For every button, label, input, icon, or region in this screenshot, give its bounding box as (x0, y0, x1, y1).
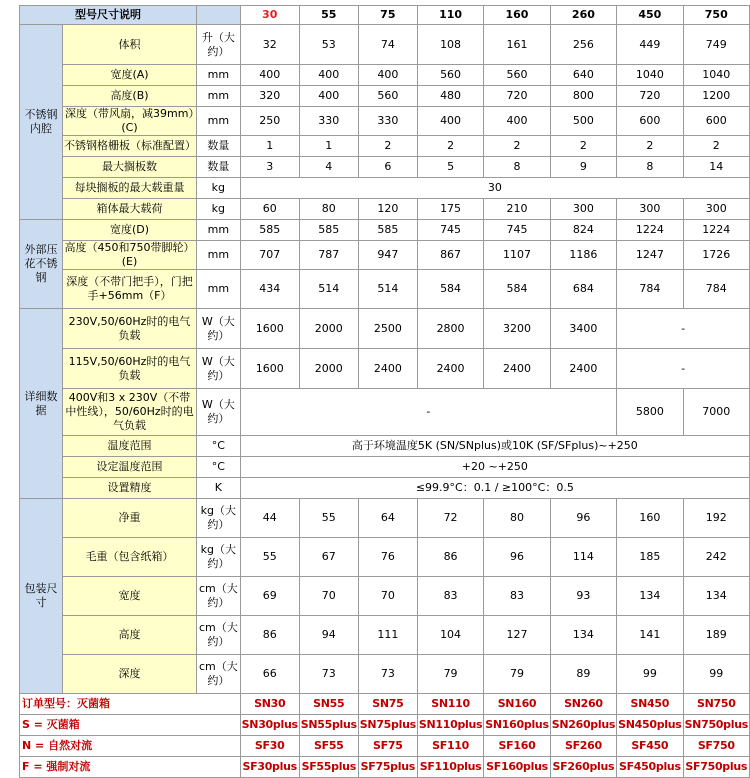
table-row (20, 616, 750, 655)
table-row (20, 136, 750, 157)
value-cell: 高于环境温度5K (SN/SNplus)或10K (SF/SFplus)~+250 (240, 436, 749, 457)
value-cell: 134 (617, 577, 683, 616)
value-cell: 1 (240, 136, 299, 157)
order-code: SN450 (617, 694, 683, 715)
value-cell: 53 (299, 25, 358, 65)
value-cell: 584 (484, 270, 550, 309)
row-label: 宽度(A) (62, 65, 196, 86)
value-cell: 585 (299, 220, 358, 241)
value-cell: 867 (417, 241, 483, 270)
value-cell: 720 (484, 86, 550, 107)
row-label: 230V,50/60Hz时的电气负载 (62, 309, 196, 349)
model-110: 110 (417, 6, 483, 25)
value-cell: - (240, 389, 616, 436)
row-unit: W（大约） (197, 349, 241, 389)
value-cell: 400 (358, 65, 417, 86)
order-code: SN450plus (617, 715, 683, 736)
model-750: 750 (683, 6, 749, 25)
value-cell: 175 (417, 199, 483, 220)
order-code: SF260 (550, 736, 616, 757)
order-row (20, 715, 750, 736)
row-unit: K (197, 478, 241, 499)
value-cell: 2 (683, 136, 749, 157)
table-row (20, 65, 750, 86)
value-cell: 104 (417, 616, 483, 655)
value-cell: 2400 (484, 349, 550, 389)
value-cell: 99 (617, 655, 683, 694)
value-cell: 560 (417, 65, 483, 86)
value-cell: 5800 (617, 389, 683, 436)
value-cell: 32 (240, 25, 299, 65)
row-unit: 数量 (197, 157, 241, 178)
header-row (20, 6, 750, 25)
value-cell: 67 (299, 538, 358, 577)
value-cell: 76 (358, 538, 417, 577)
table-row (20, 436, 750, 457)
value-cell: 400 (299, 86, 358, 107)
value-cell: 2400 (417, 349, 483, 389)
value-cell: 69 (240, 577, 299, 616)
order-code: SN30 (240, 694, 299, 715)
value-cell: 2800 (417, 309, 483, 349)
row-label: 不锈钢格栅板（标准配置） (62, 136, 196, 157)
value-cell: 707 (240, 241, 299, 270)
value-cell: - (617, 309, 750, 349)
row-unit: cm（大约） (197, 616, 241, 655)
value-cell: 330 (358, 107, 417, 136)
order-row (20, 757, 750, 778)
value-cell: 600 (617, 107, 683, 136)
value-cell: 192 (683, 499, 749, 538)
row-label: 高度(B) (62, 86, 196, 107)
value-cell: 89 (550, 655, 616, 694)
order-row (20, 694, 750, 715)
value-cell: 210 (484, 199, 550, 220)
row-label: 深度（不带门把手），门把手+56mm（F） (62, 270, 196, 309)
value-cell: 745 (417, 220, 483, 241)
value-cell: 560 (484, 65, 550, 86)
order-code: SN30plus (240, 715, 299, 736)
value-cell: 6 (358, 157, 417, 178)
value-cell: 256 (550, 25, 616, 65)
table-row (20, 86, 750, 107)
group-inner: 不锈钢内腔 (20, 25, 63, 220)
value-cell: 111 (358, 616, 417, 655)
value-cell: 83 (484, 577, 550, 616)
row-label: 深度（带风扇，减39mm）(C) (62, 107, 196, 136)
table-row (20, 157, 750, 178)
order-code: SF450 (617, 736, 683, 757)
value-cell: 80 (484, 499, 550, 538)
value-cell: 160 (617, 499, 683, 538)
model-260: 260 (550, 6, 616, 25)
value-cell: 330 (299, 107, 358, 136)
value-cell: 73 (299, 655, 358, 694)
order-code: SF750plus (683, 757, 749, 778)
row-label: 宽度 (62, 577, 196, 616)
table-row (20, 178, 750, 199)
model-160: 160 (484, 6, 550, 25)
value-cell: 8 (484, 157, 550, 178)
value-cell: 640 (550, 65, 616, 86)
row-unit: mm (197, 65, 241, 86)
value-cell: 947 (358, 241, 417, 270)
value-cell: 72 (417, 499, 483, 538)
value-cell: 79 (417, 655, 483, 694)
value-cell: 114 (550, 538, 616, 577)
order-code: SN75plus (358, 715, 417, 736)
value-cell: 2 (358, 136, 417, 157)
row-label: 每块搁板的最大载重量 (62, 178, 196, 199)
order-code: SF30plus (240, 757, 299, 778)
row-label: 深度 (62, 655, 196, 694)
value-cell: 86 (417, 538, 483, 577)
value-cell: 745 (484, 220, 550, 241)
model-450: 450 (617, 6, 683, 25)
value-cell: 242 (683, 538, 749, 577)
order-code: SF75plus (358, 757, 417, 778)
order-code: SF160plus (484, 757, 550, 778)
table-row (20, 25, 750, 65)
order-code: SF750 (683, 736, 749, 757)
value-cell: 9 (550, 157, 616, 178)
value-cell: 185 (617, 538, 683, 577)
value-cell: 3 (240, 157, 299, 178)
value-cell: 684 (550, 270, 616, 309)
value-cell: 55 (299, 499, 358, 538)
row-label: 高度 (62, 616, 196, 655)
order-label: 订单型号：灭菌箱 (20, 694, 241, 715)
value-cell: 1186 (550, 241, 616, 270)
value-cell: 2 (417, 136, 483, 157)
value-cell: 787 (299, 241, 358, 270)
value-cell: 1247 (617, 241, 683, 270)
value-cell: 250 (240, 107, 299, 136)
value-cell: 94 (299, 616, 358, 655)
value-cell: 784 (683, 270, 749, 309)
order-label: N = 自然对流 (20, 736, 241, 757)
value-cell: 161 (484, 25, 550, 65)
table-row (20, 499, 750, 538)
row-unit: kg（大约） (197, 499, 241, 538)
value-cell: 70 (299, 577, 358, 616)
value-cell: 64 (358, 499, 417, 538)
value-cell: 800 (550, 86, 616, 107)
table-row (20, 241, 750, 270)
value-cell: 720 (617, 86, 683, 107)
value-cell: 434 (240, 270, 299, 309)
row-unit: 数量 (197, 136, 241, 157)
group-outer: 外部压花不锈钢 (20, 220, 63, 309)
value-cell: 585 (240, 220, 299, 241)
value-cell: 60 (240, 199, 299, 220)
value-cell: 1600 (240, 349, 299, 389)
value-cell: 14 (683, 157, 749, 178)
value-cell: 86 (240, 616, 299, 655)
value-cell: 449 (617, 25, 683, 65)
order-code: SN160plus (484, 715, 550, 736)
value-cell: 55 (240, 538, 299, 577)
value-cell: 4 (299, 157, 358, 178)
table-row (20, 270, 750, 309)
value-cell: 1726 (683, 241, 749, 270)
order-code: SN75 (358, 694, 417, 715)
value-cell: 514 (358, 270, 417, 309)
row-label: 箱体最大载荷 (62, 199, 196, 220)
order-code: SN160 (484, 694, 550, 715)
value-cell: 1200 (683, 86, 749, 107)
table-row (20, 309, 750, 349)
row-unit: °C (197, 457, 241, 478)
order-code: SF450plus (617, 757, 683, 778)
value-cell: 96 (550, 499, 616, 538)
value-cell: 80 (299, 199, 358, 220)
row-unit: mm (197, 107, 241, 136)
row-label: 温度范围 (62, 436, 196, 457)
table-title: 型号尺寸说明 (20, 6, 197, 25)
value-cell: 2400 (550, 349, 616, 389)
value-cell: 7000 (683, 389, 749, 436)
value-cell: 824 (550, 220, 616, 241)
value-cell: 1 (299, 136, 358, 157)
value-cell: 3200 (484, 309, 550, 349)
header-unit-cell (197, 6, 241, 25)
value-cell: 300 (683, 199, 749, 220)
order-code: SF110 (417, 736, 483, 757)
value-cell: 134 (683, 577, 749, 616)
value-cell: 3400 (550, 309, 616, 349)
order-code: SF55plus (299, 757, 358, 778)
value-cell: 8 (617, 157, 683, 178)
value-cell: - (617, 349, 750, 389)
table-row (20, 199, 750, 220)
table-row (20, 457, 750, 478)
group-detail: 详细数据 (20, 309, 63, 499)
value-cell: 93 (550, 577, 616, 616)
row-unit: 升（大约） (197, 25, 241, 65)
order-code: SN260 (550, 694, 616, 715)
value-cell: 70 (358, 577, 417, 616)
order-code: SF75 (358, 736, 417, 757)
table-row (20, 107, 750, 136)
order-code: SN55 (299, 694, 358, 715)
value-cell: 1224 (683, 220, 749, 241)
row-label: 宽度(D) (62, 220, 196, 241)
value-cell: 500 (550, 107, 616, 136)
order-label: F = 强制对流 (20, 757, 241, 778)
model-55: 55 (299, 6, 358, 25)
order-code: SF110plus (417, 757, 483, 778)
value-cell: 1040 (617, 65, 683, 86)
order-code: SN55plus (299, 715, 358, 736)
value-cell: 320 (240, 86, 299, 107)
value-cell: 134 (550, 616, 616, 655)
row-unit: W（大约） (197, 389, 241, 436)
value-cell: 189 (683, 616, 749, 655)
row-unit: cm（大约） (197, 577, 241, 616)
row-unit: °C (197, 436, 241, 457)
row-unit: cm（大约） (197, 655, 241, 694)
value-cell: 480 (417, 86, 483, 107)
group-pack: 包装尺寸 (20, 499, 63, 694)
row-unit: W（大约） (197, 309, 241, 349)
table-row (20, 220, 750, 241)
row-unit: kg（大约） (197, 538, 241, 577)
value-cell: 600 (683, 107, 749, 136)
row-unit: mm (197, 241, 241, 270)
row-unit: mm (197, 270, 241, 309)
value-cell: 749 (683, 25, 749, 65)
value-cell: 44 (240, 499, 299, 538)
value-cell: 66 (240, 655, 299, 694)
value-cell: 141 (617, 616, 683, 655)
order-code: SF55 (299, 736, 358, 757)
order-code: SN110 (417, 694, 483, 715)
value-cell: 5 (417, 157, 483, 178)
order-code: SN750 (683, 694, 749, 715)
row-label: 高度（450和750带脚轮）(E) (62, 241, 196, 270)
value-cell: 96 (484, 538, 550, 577)
value-cell: 514 (299, 270, 358, 309)
value-cell: 127 (484, 616, 550, 655)
value-cell: 400 (299, 65, 358, 86)
value-cell: 30 (240, 178, 749, 199)
value-cell: 784 (617, 270, 683, 309)
value-cell: 2500 (358, 309, 417, 349)
order-code: SN110plus (417, 715, 483, 736)
row-unit: kg (197, 178, 241, 199)
value-cell: 560 (358, 86, 417, 107)
row-unit: mm (197, 220, 241, 241)
order-code: SF160 (484, 736, 550, 757)
value-cell: 400 (417, 107, 483, 136)
value-cell: +20 ~+250 (240, 457, 749, 478)
order-code: SF30 (240, 736, 299, 757)
value-cell: ≤99.9°C：0.1 / ≥100°C：0.5 (240, 478, 749, 499)
order-code: SF260plus (550, 757, 616, 778)
spec-table (19, 5, 750, 778)
table-row (20, 349, 750, 389)
value-cell: 1600 (240, 309, 299, 349)
value-cell: 400 (484, 107, 550, 136)
value-cell: 83 (417, 577, 483, 616)
row-unit: kg (197, 199, 241, 220)
value-cell: 584 (417, 270, 483, 309)
row-label: 设定温度范围 (62, 457, 196, 478)
table-row (20, 577, 750, 616)
value-cell: 2000 (299, 349, 358, 389)
value-cell: 585 (358, 220, 417, 241)
value-cell: 1040 (683, 65, 749, 86)
value-cell: 99 (683, 655, 749, 694)
order-code: SN750plus (683, 715, 749, 736)
value-cell: 1224 (617, 220, 683, 241)
model-30: 30 (240, 6, 299, 25)
value-cell: 2 (617, 136, 683, 157)
value-cell: 300 (617, 199, 683, 220)
value-cell: 2400 (358, 349, 417, 389)
value-cell: 2000 (299, 309, 358, 349)
value-cell: 73 (358, 655, 417, 694)
row-unit: mm (197, 86, 241, 107)
row-label: 设置精度 (62, 478, 196, 499)
order-row (20, 736, 750, 757)
row-label: 最大搁板数 (62, 157, 196, 178)
value-cell: 108 (417, 25, 483, 65)
table-row (20, 538, 750, 577)
value-cell: 120 (358, 199, 417, 220)
model-75: 75 (358, 6, 417, 25)
value-cell: 400 (240, 65, 299, 86)
table-row (20, 478, 750, 499)
table-row (20, 389, 750, 436)
value-cell: 1107 (484, 241, 550, 270)
order-code: SN260plus (550, 715, 616, 736)
row-label: 净重 (62, 499, 196, 538)
row-label: 115V,50/60Hz时的电气负载 (62, 349, 196, 389)
value-cell: 79 (484, 655, 550, 694)
value-cell: 74 (358, 25, 417, 65)
row-label: 400V和3 x 230V（不带中性线），50/60Hz时的电气负载 (62, 389, 196, 436)
value-cell: 2 (484, 136, 550, 157)
row-label: 体积 (62, 25, 196, 65)
value-cell: 2 (550, 136, 616, 157)
row-label: 毛重（包含纸箱） (62, 538, 196, 577)
order-label: S = 灭菌箱 (20, 715, 241, 736)
table-row (20, 655, 750, 694)
value-cell: 300 (550, 199, 616, 220)
